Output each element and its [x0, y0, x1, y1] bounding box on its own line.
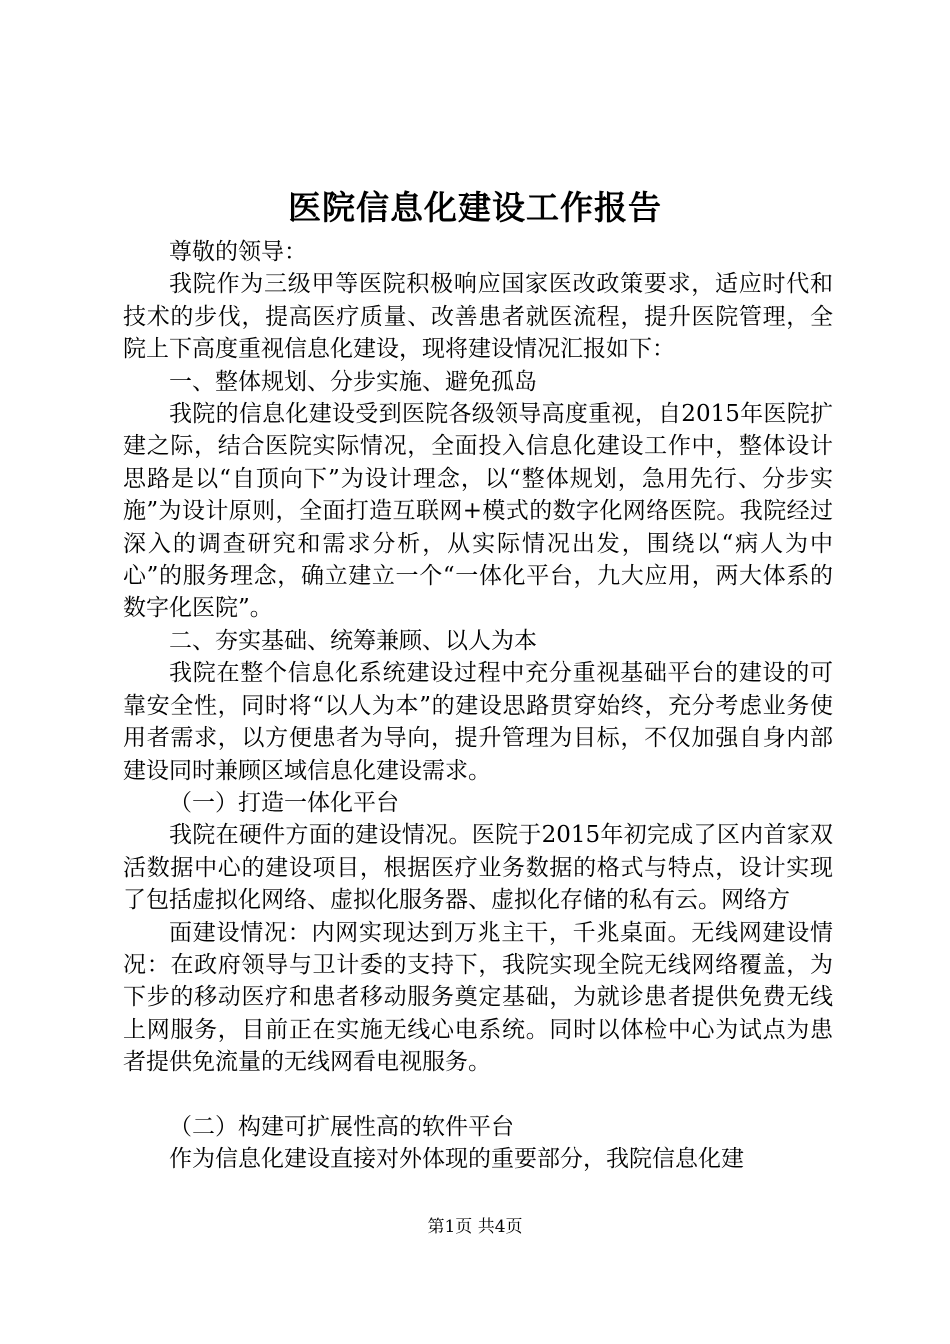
page-footer: 第1页 共4页 [427, 1217, 523, 1237]
document-body [123, 236, 833, 1175]
intro-paragraph: 我院作为三级甲等医院积极响应国家医改政策要求，适应时代和技术的步伐，提高医疗质量、改善患者就医流程，提升医院管理，全院上下高度重视信息化建设，现将建设情况汇报如下： [123, 271, 833, 363]
subsection-2-paragraph: 作为信息化建设直接对外体现的重要部分，我院信息化建 [169, 1145, 744, 1172]
blank-line [123, 1079, 833, 1111]
section-1-paragraph: 我院的信息化建设受到医院各级领导高度重视，自2015年医院扩建之际，结合医院实际情况，全面投入信息化建设工作中，整体设计思路是以“自顶向下”为设计理念，以“整体规划，急用先行、分步实施”为设计原则，全面打造互联网+模式的数字化网络医院。我院经过深入的调查研究和需求分析，从实际情况出发，围绕以“病人为中心”的服务理念，确立建立一个“一体化平台，九大应用，两大体系的数字化医院”。 [123, 401, 833, 622]
subsection-heading-2: （二）构建可扩展性高的软件平台 [169, 1113, 514, 1140]
subsection-1-paragraph-b: 面建设情况：内网实现达到万兆主干，千兆桌面。无线网建设情况：在政府领导与卫计委的支持下，我院实现全院无线网络覆盖，为下步的移动医疗和患者移动服务奠定基础，为就诊患者提供免费无线上网服务，目前正在实施无线心电系统。同时以体检中心为试点为患者提供免流量的无线网看电视服务。 [123, 919, 833, 1076]
subsection-1-paragraph-a: 我院在硬件方面的建设情况。医院于2015年初完成了区内首家双活数据中心的建设项目，根据医疗业务数据的格式与特点，设计实现了包括虚拟化网络、虚拟化服务器、虚拟化存储的私有云。网络方 [123, 822, 833, 914]
section-heading-2: 二、夯实基础、统筹兼顾、以人为本 [169, 627, 537, 654]
salutation: 尊敬的领导： [169, 239, 307, 265]
section-heading-1: 一、整体规划、分步实施、避免孤岛 [169, 368, 537, 395]
section-2-paragraph: 我院在整个信息化系统建设过程中充分重视基础平台的建设的可靠安全性，同时将“以人为本”的建设思路贯穿始终，充分考虑业务使用者需求，以方便患者为导向，提升管理为目标，不仅加强自身内部建设同时兼顾区域信息化建设需求。 [123, 660, 833, 784]
subsection-heading-1: （一）打造一体化平台 [169, 789, 399, 816]
page-title: 医院信息化建设工作报告 [288, 188, 662, 227]
